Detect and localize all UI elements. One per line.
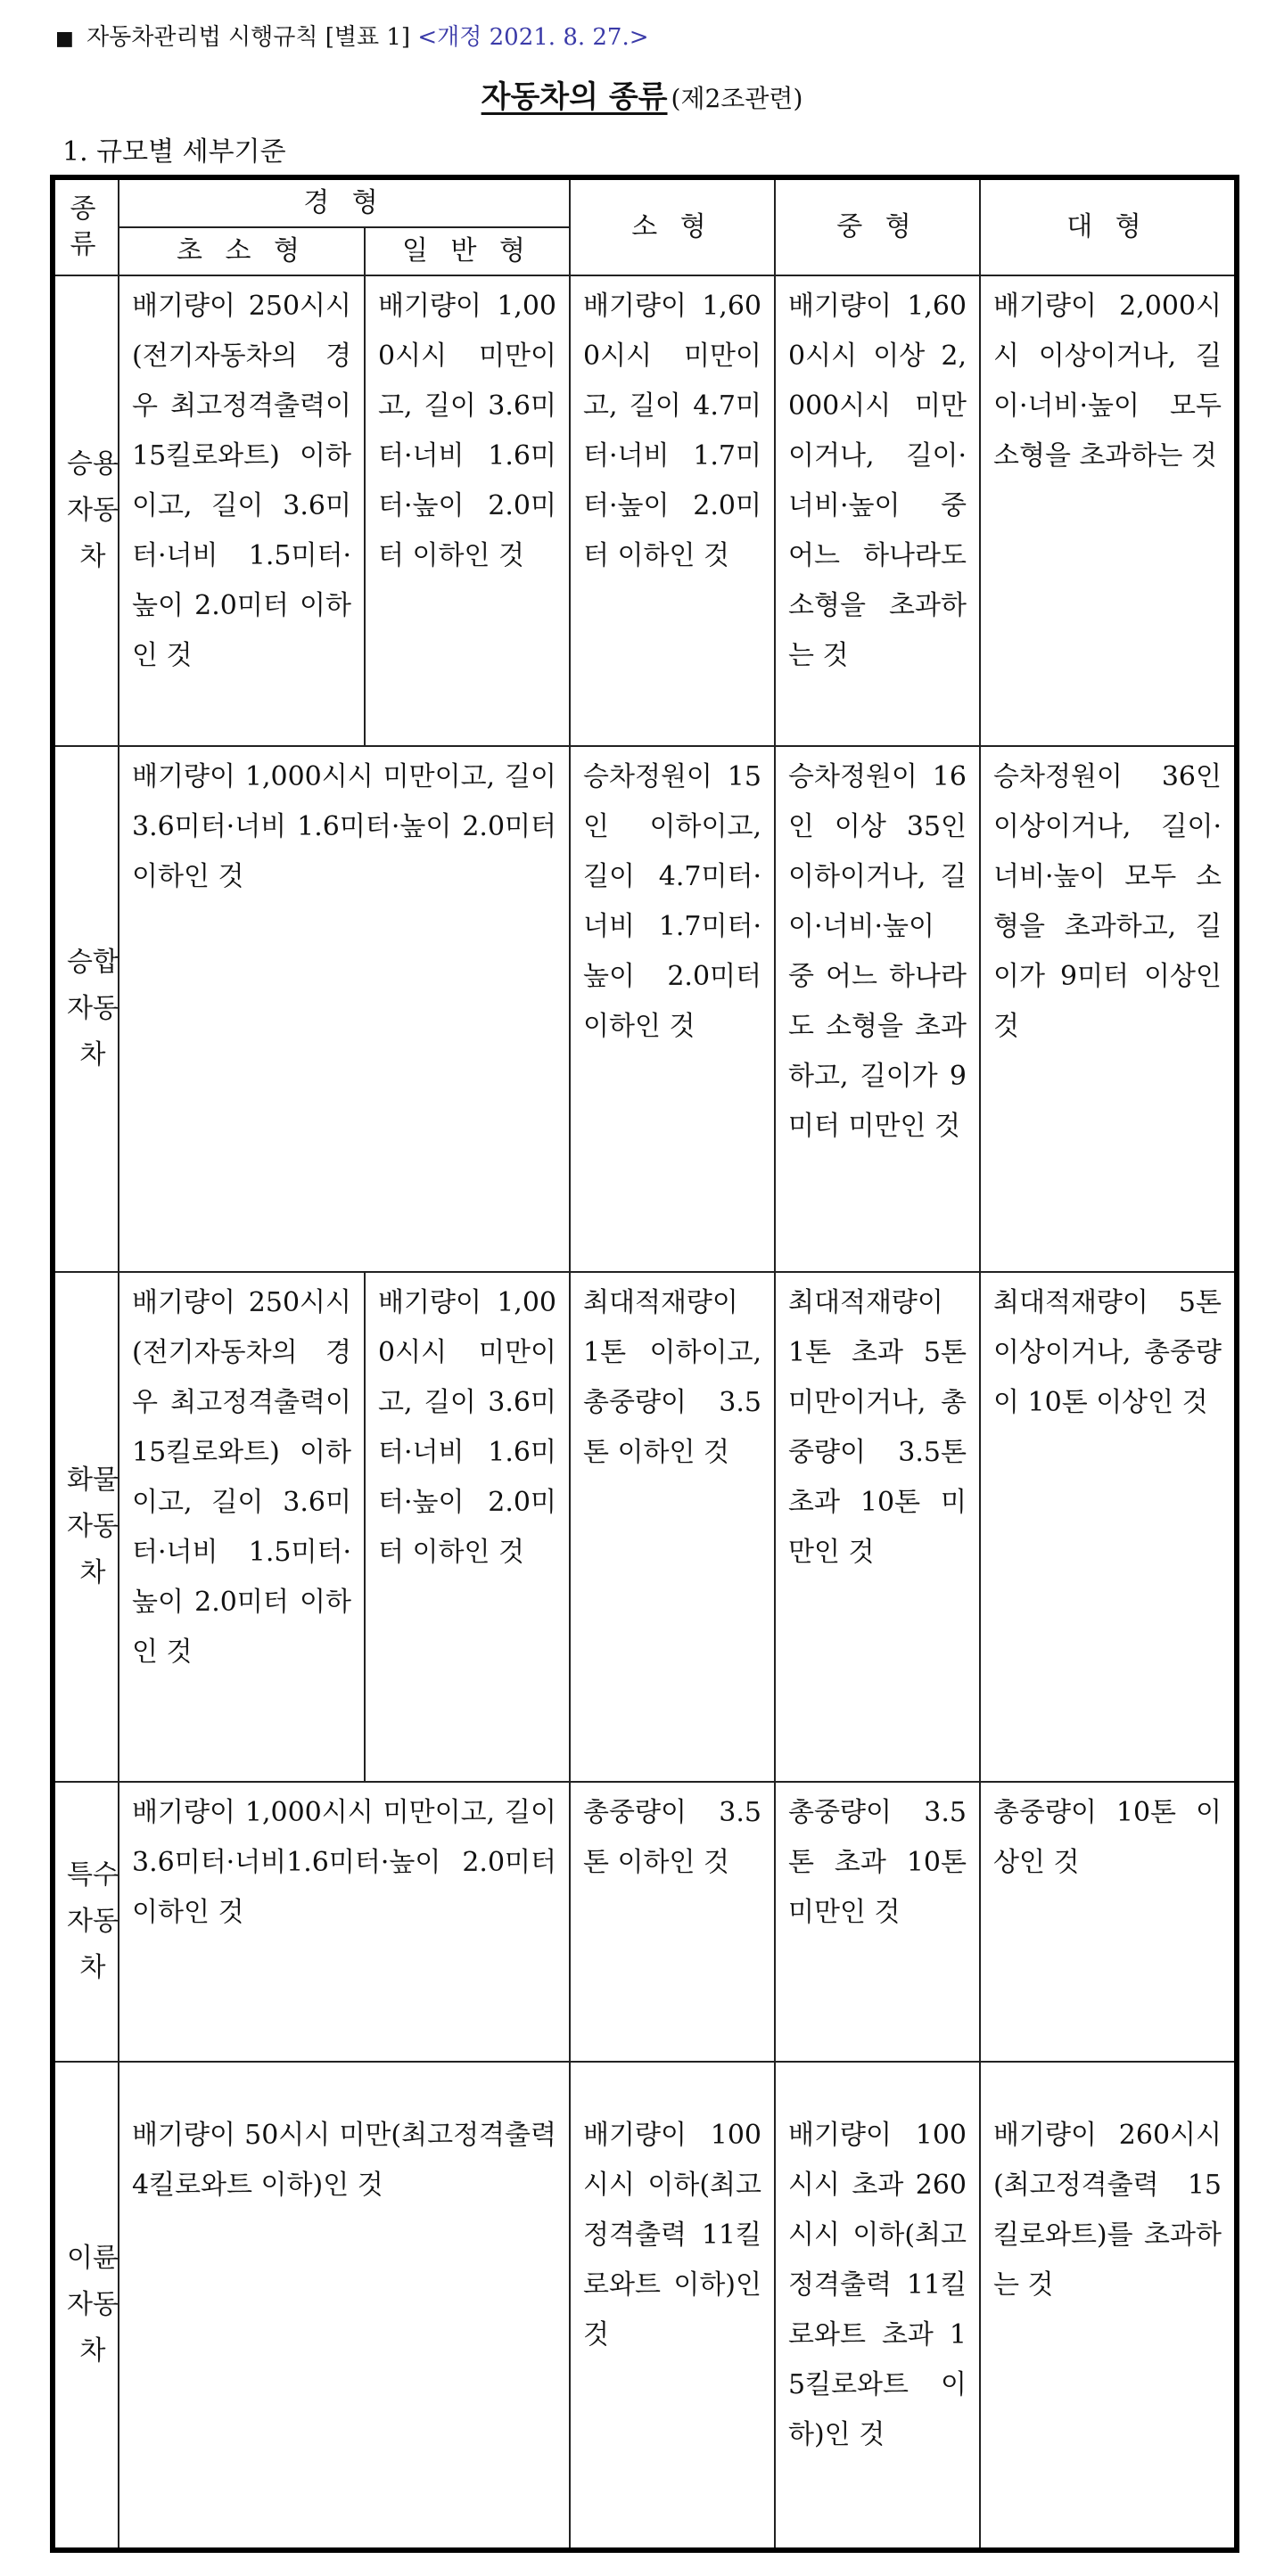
cell-ultra-compact: 배기량이 250시시(전기자동차의 경우 최고정격출력이 15킬로와트) 이하이고, 길이 3.6미터·너비 1.5미터·높이 2.0미터 이하인 것 — [119, 275, 365, 746]
cell-light-merged: 배기량이 50시시 미만(최고정격출력 4킬로와트 이하)인 것 — [119, 2062, 570, 2550]
category-label: 이륜 자동 차 — [67, 2243, 119, 2367]
category-cell — [53, 275, 119, 746]
cell-large: 최대적재량이 5톤 이상이거나, 총중량이 10톤 이상인 것 — [980, 1272, 1237, 1782]
cell-medium: 배기량이 100시시 초과 260시시 이하(최고정격출력 11킬로와트 초과 15킬로와트 이하)인 것 — [775, 2062, 980, 2550]
category-label: 화물 자동 차 — [67, 1464, 119, 1588]
cell-small: 최대적재량이 1톤 이하이고, 총중량이 3.5톤 이하인 것 — [570, 1272, 775, 1782]
row-van — [53, 746, 1237, 1272]
cell-small: 배기량이 1,600시시 미만이고, 길이 4.7미터·너비 1.7미터·높이 2.0미터 이하인 것 — [570, 275, 775, 746]
document-header — [55, 20, 649, 57]
cell-general: 배기량이 1,000시시 미만이고, 길이 3.6미터·너비 1.6미터·높이 2.0미터 이하인 것 — [365, 1272, 570, 1782]
cell-medium: 배기량이 1,600시시 이상 2,000시시 미만이거나, 길이·너비·높이 중 어느 하나라도 소형을 초과하는 것 — [775, 275, 980, 746]
cell-large: 배기량이 260시시(최고정격출력 15킬로와트)를 초과하는 것 — [980, 2062, 1237, 2550]
square-bullet-icon: ■ — [55, 28, 74, 50]
cell-small: 승차정원이 15인 이하이고, 길이 4.7미터·너비 1.7미터·높이 2.0미터 이하인 것 — [570, 746, 775, 1272]
cell-large: 총중량이 10톤 이상인 것 — [980, 1782, 1237, 2062]
title-main: 자동차의 종류 — [481, 79, 668, 115]
cell-medium: 총중량이 3.5톤 초과 10톤 미만인 것 — [775, 1782, 980, 2062]
cell-ultra-compact: 배기량이 250시시(전기자동차의 경우 최고정격출력이 15킬로와트) 이하이고, 길이 3.6미터·너비 1.5미터·높이 2.0미터 이하인 것 — [119, 1272, 365, 1782]
document-title — [0, 77, 1284, 119]
title-sub: (제2조관련) — [671, 84, 803, 113]
header-ultra-compact: 초 소 형 — [119, 227, 365, 275]
header-large: 대 형 — [980, 177, 1237, 275]
row-special — [53, 1782, 1237, 2062]
header-light: 경 형 — [119, 177, 570, 227]
category-label: 승합 자동 차 — [67, 947, 119, 1071]
cell-medium: 최대적재량이 1톤 초과 5톤 미만이거나, 총중량이 3.5톤 초과 10톤 미만인 것 — [775, 1272, 980, 1782]
cell-light-merged: 배기량이 1,000시시 미만이고, 길이 3.6미터·너비1.6미터·높이 2.0미터 이하인 것 — [119, 1782, 570, 2062]
cell-large: 승차정원이 36인 이상이거나, 길이·너비·높이 모두 소형을 초과하고, 길이가 9미터 이상인 것 — [980, 746, 1237, 1272]
category-cell — [53, 1782, 119, 2062]
header-small: 소 형 — [570, 177, 775, 275]
cell-small: 배기량이 100시시 이하(최고정격출력 11킬로와트 이하)인 것 — [570, 2062, 775, 2550]
category-cell — [53, 2062, 119, 2550]
vehicle-classification-table — [50, 175, 1239, 2553]
cell-general: 배기량이 1,000시시 미만이고, 길이 3.6미터·너비 1.6미터·높이 2.0미터 이하인 것 — [365, 275, 570, 746]
header-general: 일 반 형 — [365, 227, 570, 275]
category-label: 특수 자동 차 — [67, 1859, 119, 1983]
header-medium: 중 형 — [775, 177, 980, 275]
cell-medium: 승차정원이 16인 이상 35인 이하이거나, 길이·너비·높이 중 어느 하나라도 소형을 초과하고, 길이가 9미터 미만인 것 — [775, 746, 980, 1272]
header-row-top — [53, 177, 1237, 227]
category-label: 승용 자동 차 — [67, 448, 119, 572]
law-reference: 자동차관리법 시행규칙 [별표 1] — [86, 24, 411, 51]
category-cell — [53, 746, 119, 1272]
row-passenger — [53, 275, 1237, 746]
section-heading: 1. 규모별 세부기준 — [62, 136, 286, 168]
cell-light-merged: 배기량이 1,000시시 미만이고, 길이 3.6미터·너비 1.6미터·높이 2.0미터 이하인 것 — [119, 746, 570, 1272]
row-truck — [53, 1272, 1237, 1782]
header-category: 종 류 — [53, 177, 119, 275]
category-cell — [53, 1272, 119, 1782]
cell-small: 총중량이 3.5톤 이하인 것 — [570, 1782, 775, 2062]
cell-large: 배기량이 2,000시시 이상이거나, 길이·너비·높이 모두 소형을 초과하는 것 — [980, 275, 1237, 746]
amendment-date: <개정 2021. 8. 27.> — [417, 24, 649, 51]
row-motorcycle — [53, 2062, 1237, 2550]
